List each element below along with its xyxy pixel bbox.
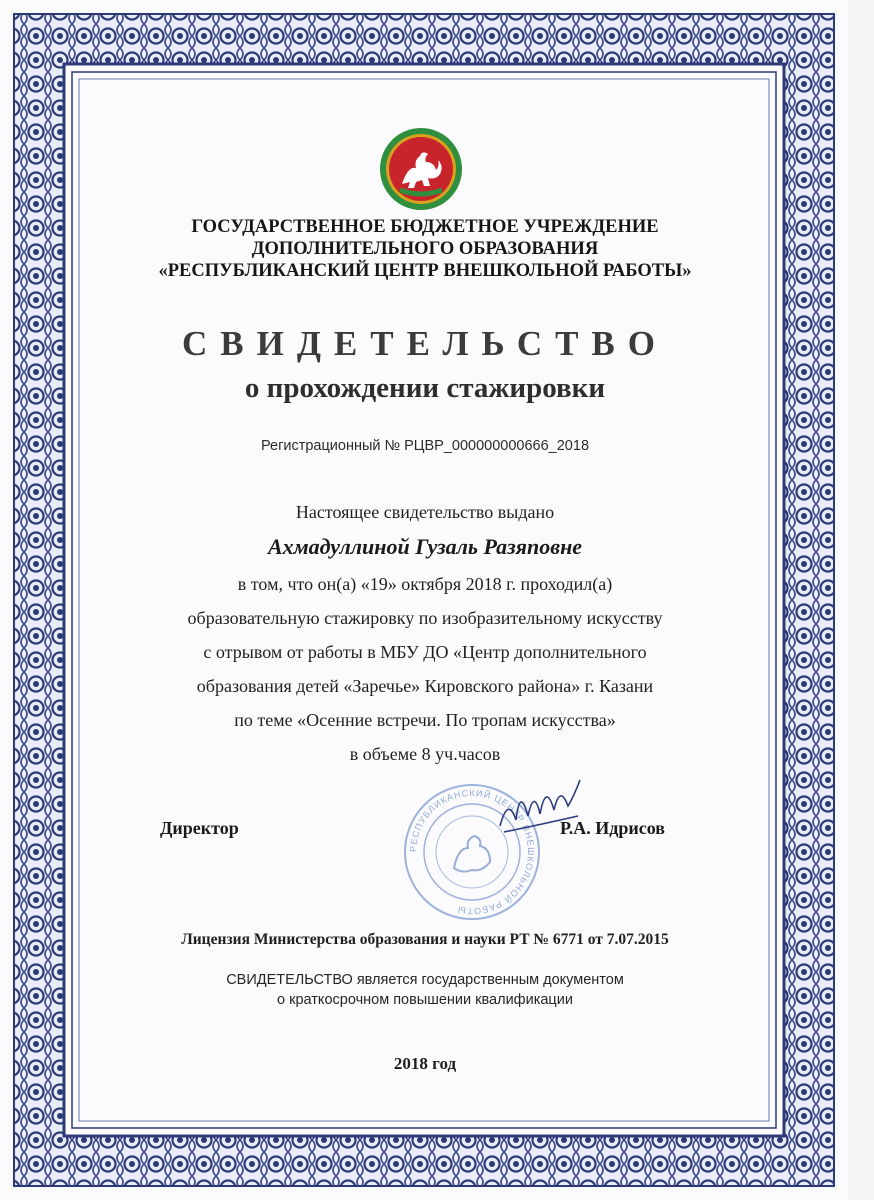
signatory-name: Р.А. Идрисов bbox=[560, 818, 665, 838]
body-line-5: по теме «Осенние встречи. По тропам искусства» bbox=[234, 710, 616, 730]
body-line-1: в том, что он(а) «19» октября 2018 г. проходил(а) bbox=[237, 574, 613, 594]
issued-to-text: Настоящее свидетельство выдано bbox=[295, 502, 555, 522]
signatory-title: Директор bbox=[160, 818, 239, 838]
registration-number: Регистрационный № РЦВР_000000000666_2018 bbox=[260, 438, 590, 454]
body-line-3: с отрывом от работы в МБУ ДО «Центр дополнительного bbox=[203, 642, 647, 662]
document-subtitle: о прохождении стажировки bbox=[244, 372, 606, 404]
recipient-name: Ахмадуллиной Гузаль Разяповне bbox=[267, 534, 583, 559]
license-text: Лицензия Министерства образования и науки РТ № 6771 от 7.07.2015 bbox=[181, 931, 669, 948]
body-line-2: образовательную стажировку по изобразительному искусству bbox=[187, 608, 663, 628]
body-line-6: в объеме 8 уч.часов bbox=[349, 744, 501, 764]
org-name-line-2: ДОПОЛНИТЕЛЬНОГО ОБРАЗОВАНИЯ bbox=[251, 239, 599, 259]
certificate-content bbox=[84, 84, 766, 1112]
certificate-year: 2018 год bbox=[393, 1054, 457, 1073]
tatarstan-emblem-icon bbox=[378, 126, 464, 212]
stamp-text: РЕСПУБЛИКАНСКИЙ ЦЕНТР ВНЕШКОЛЬНОЙ РАБОТЫ bbox=[407, 787, 537, 917]
note-line-1: СВИДЕТЕЛЬСТВО является государственным документом bbox=[226, 972, 624, 988]
org-name-line-1: ГОСУДАРСТВЕННОЕ БЮДЖЕТНОЕ УЧРЕЖДЕНИЕ bbox=[191, 217, 659, 237]
note-line-2: о краткосрочном повышении квалификации bbox=[277, 992, 573, 1008]
body-line-4: образования детей «Заречье» Кировского района» г. Казани bbox=[196, 676, 654, 696]
org-name-line-3: «РЕСПУБЛИКАНСКИЙ ЦЕНТР ВНЕШКОЛЬНОЙ РАБОТЫ» bbox=[158, 261, 692, 281]
document-title: СВИДЕТЕЛЬСТВО bbox=[181, 324, 669, 363]
